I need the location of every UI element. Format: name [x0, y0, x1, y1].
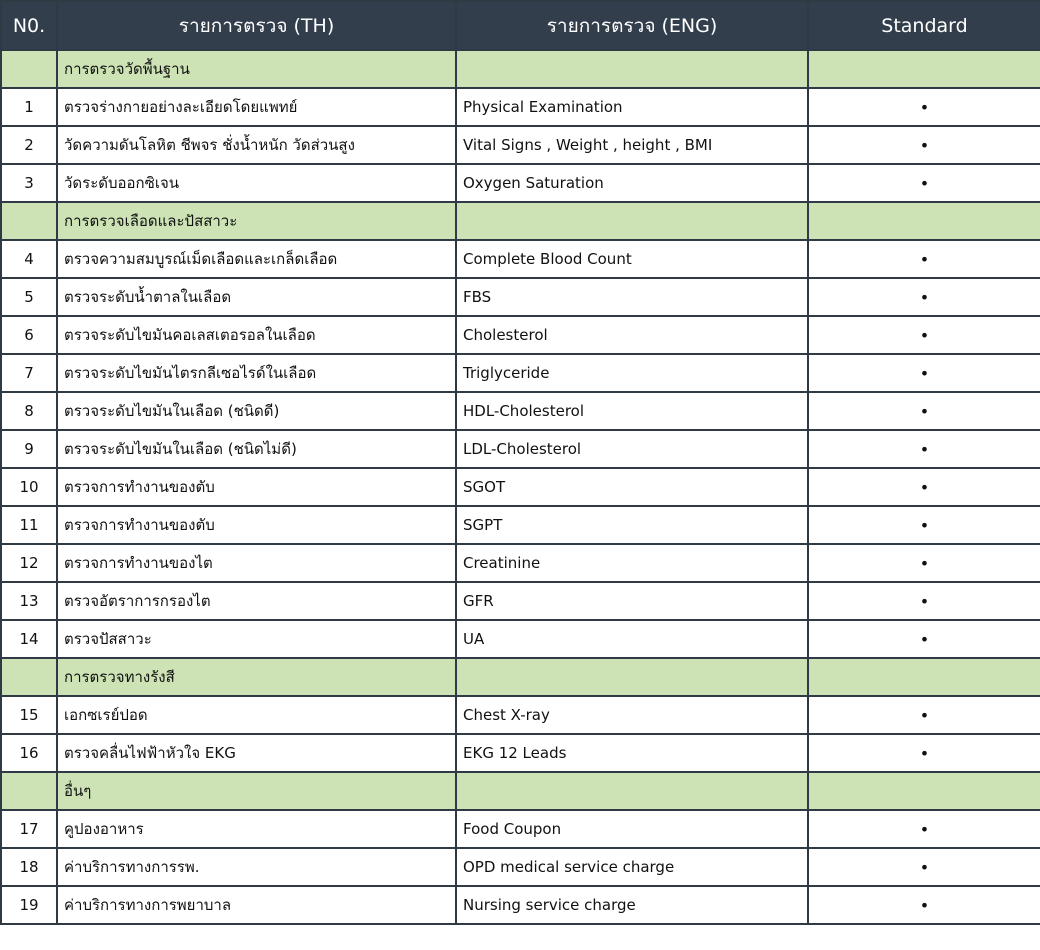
- section-eng-cell: [456, 50, 808, 88]
- item-name-th: วัดความดันโลหิต ชีพจร ชั่งน้ำหนัก วัดส่วนสูง: [57, 126, 456, 164]
- item-name-th: ตรวจระดับไขมันในเลือด (ชนิดดี): [57, 392, 456, 430]
- table-row: [1, 316, 1040, 354]
- table-row: [1, 240, 1040, 278]
- item-name-eng: Nursing service charge: [456, 886, 808, 924]
- section-no-cell: [1, 772, 57, 810]
- item-name-th: ค่าบริการทางการพยาบาล: [57, 886, 456, 924]
- item-name-th: ตรวจการทำงานของตับ: [57, 468, 456, 506]
- item-standard-bullet: •: [808, 848, 1040, 886]
- item-name-eng: Triglyceride: [456, 354, 808, 392]
- item-name-eng: GFR: [456, 582, 808, 620]
- item-no: 15: [1, 696, 57, 734]
- item-no: 13: [1, 582, 57, 620]
- table-row: [1, 506, 1040, 544]
- item-no: 7: [1, 354, 57, 392]
- item-name-th: ตรวจระดับไขมันไตรกลีเซอไรด์ในเลือด: [57, 354, 456, 392]
- item-name-eng: UA: [456, 620, 808, 658]
- item-name-eng: SGPT: [456, 506, 808, 544]
- item-name-th: ตรวจการทำงานของไต: [57, 544, 456, 582]
- table-row: [1, 734, 1040, 772]
- item-no: 3: [1, 164, 57, 202]
- item-name-eng: Creatinine: [456, 544, 808, 582]
- item-name-th: ตรวจคลื่นไฟฟ้าหัวใจ EKG: [57, 734, 456, 772]
- table-row: [1, 430, 1040, 468]
- table-row: [1, 544, 1040, 582]
- table-header-row: [1, 1, 1040, 50]
- section-row: [1, 50, 1040, 88]
- item-standard-bullet: •: [808, 620, 1040, 658]
- section-title: อื่นๆ: [57, 772, 456, 810]
- item-name-eng: HDL-Cholesterol: [456, 392, 808, 430]
- item-name-th: ตรวจระดับไขมันคอเลสเตอรอลในเลือด: [57, 316, 456, 354]
- item-name-th: ตรวจร่างกายอย่างละเอียดโดยแพทย์: [57, 88, 456, 126]
- section-no-cell: [1, 202, 57, 240]
- section-title: การตรวจวัดพื้นฐาน: [57, 50, 456, 88]
- table-row: [1, 810, 1040, 848]
- item-no: 1: [1, 88, 57, 126]
- table-body: [1, 50, 1040, 924]
- item-no: 17: [1, 810, 57, 848]
- item-name-th: เอกซเรย์ปอด: [57, 696, 456, 734]
- item-no: 14: [1, 620, 57, 658]
- item-name-eng: FBS: [456, 278, 808, 316]
- section-standard-cell: [808, 50, 1040, 88]
- item-name-eng: EKG 12 Leads: [456, 734, 808, 772]
- section-no-cell: [1, 658, 57, 696]
- table-row: [1, 620, 1040, 658]
- header-item-th: รายการตรวจ (TH): [57, 1, 456, 50]
- item-no: 5: [1, 278, 57, 316]
- item-no: 2: [1, 126, 57, 164]
- item-name-eng: Physical Examination: [456, 88, 808, 126]
- item-standard-bullet: •: [808, 164, 1040, 202]
- table-row: [1, 126, 1040, 164]
- item-name-eng: Complete Blood Count: [456, 240, 808, 278]
- item-name-th: ค่าบริการทางการรพ.: [57, 848, 456, 886]
- item-name-th: วัดระดับออกซิเจน: [57, 164, 456, 202]
- item-name-eng: LDL-Cholesterol: [456, 430, 808, 468]
- item-name-th: ตรวจปัสสาวะ: [57, 620, 456, 658]
- table-row: [1, 468, 1040, 506]
- item-name-eng: OPD medical service charge: [456, 848, 808, 886]
- item-name-eng: Oxygen Saturation: [456, 164, 808, 202]
- item-name-eng: SGOT: [456, 468, 808, 506]
- section-eng-cell: [456, 658, 808, 696]
- item-name-eng: Chest X-ray: [456, 696, 808, 734]
- header-item-eng: รายการตรวจ (ENG): [456, 1, 808, 50]
- item-standard-bullet: •: [808, 506, 1040, 544]
- header-standard: Standard: [808, 1, 1040, 50]
- item-standard-bullet: •: [808, 240, 1040, 278]
- section-row: [1, 772, 1040, 810]
- table-row: [1, 392, 1040, 430]
- item-name-th: ตรวจระดับน้ำตาลในเลือด: [57, 278, 456, 316]
- table-row: [1, 278, 1040, 316]
- item-no: 11: [1, 506, 57, 544]
- item-no: 12: [1, 544, 57, 582]
- table-row: [1, 582, 1040, 620]
- item-standard-bullet: •: [808, 696, 1040, 734]
- section-eng-cell: [456, 772, 808, 810]
- section-standard-cell: [808, 658, 1040, 696]
- table-row: [1, 696, 1040, 734]
- item-standard-bullet: •: [808, 734, 1040, 772]
- table-row: [1, 88, 1040, 126]
- item-no: 19: [1, 886, 57, 924]
- section-title: การตรวจเลือดและปัสสาวะ: [57, 202, 456, 240]
- item-standard-bullet: •: [808, 430, 1040, 468]
- item-standard-bullet: •: [808, 88, 1040, 126]
- table-row: [1, 886, 1040, 924]
- section-no-cell: [1, 50, 57, 88]
- section-title: การตรวจทางรังสี: [57, 658, 456, 696]
- item-no: 4: [1, 240, 57, 278]
- item-no: 10: [1, 468, 57, 506]
- item-standard-bullet: •: [808, 544, 1040, 582]
- item-name-th: ตรวจความสมบูรณ์เม็ดเลือดและเกล็ดเลือด: [57, 240, 456, 278]
- item-standard-bullet: •: [808, 126, 1040, 164]
- item-no: 6: [1, 316, 57, 354]
- item-name-th: ตรวจอัตราการกรองไต: [57, 582, 456, 620]
- table-row: [1, 848, 1040, 886]
- section-standard-cell: [808, 202, 1040, 240]
- item-standard-bullet: •: [808, 886, 1040, 924]
- item-name-eng: Cholesterol: [456, 316, 808, 354]
- item-name-eng: Food Coupon: [456, 810, 808, 848]
- item-no: 18: [1, 848, 57, 886]
- section-row: [1, 202, 1040, 240]
- table-row: [1, 164, 1040, 202]
- item-no: 8: [1, 392, 57, 430]
- item-name-eng: Vital Signs , Weight , height , BMI: [456, 126, 808, 164]
- item-name-th: คูปองอาหาร: [57, 810, 456, 848]
- section-eng-cell: [456, 202, 808, 240]
- item-name-th: ตรวจระดับไขมันในเลือด (ชนิดไม่ดี): [57, 430, 456, 468]
- item-standard-bullet: •: [808, 278, 1040, 316]
- header-no: N0.: [1, 1, 57, 50]
- item-standard-bullet: •: [808, 354, 1040, 392]
- item-standard-bullet: •: [808, 582, 1040, 620]
- item-standard-bullet: •: [808, 468, 1040, 506]
- section-standard-cell: [808, 772, 1040, 810]
- item-no: 9: [1, 430, 57, 468]
- item-name-th: ตรวจการทำงานของตับ: [57, 506, 456, 544]
- item-standard-bullet: •: [808, 810, 1040, 848]
- item-no: 16: [1, 734, 57, 772]
- item-standard-bullet: •: [808, 392, 1040, 430]
- section-row: [1, 658, 1040, 696]
- item-standard-bullet: •: [808, 316, 1040, 354]
- table-row: [1, 354, 1040, 392]
